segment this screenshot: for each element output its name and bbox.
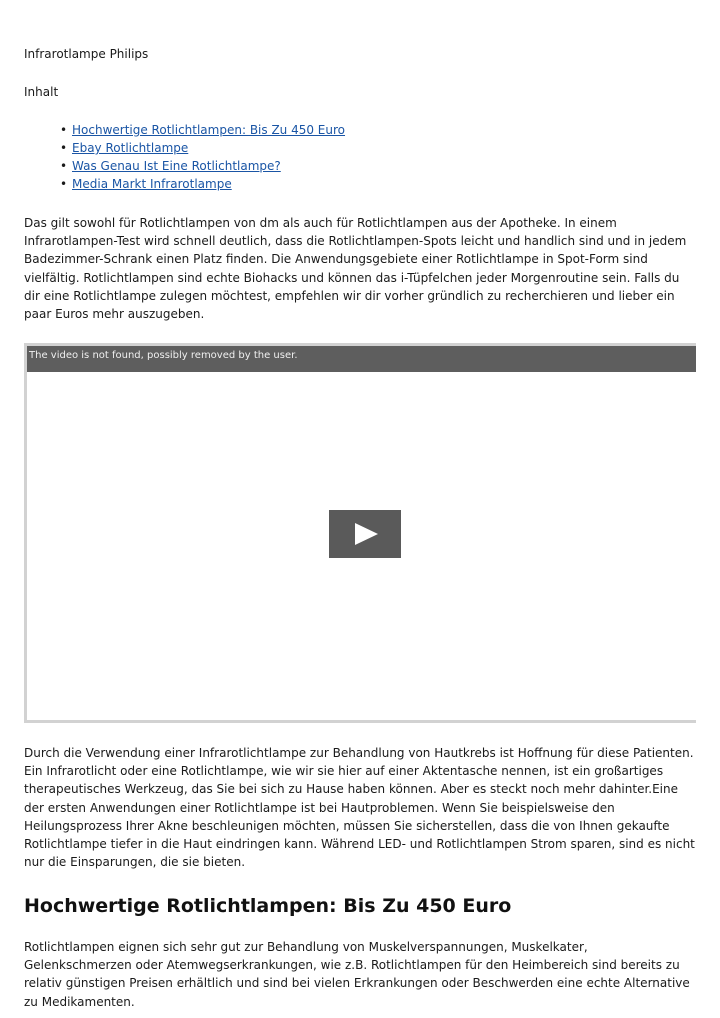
toc-item bbox=[60, 175, 345, 193]
play-icon bbox=[329, 510, 401, 558]
toc-item bbox=[60, 121, 345, 139]
video-error-message: The video is not found, possibly removed by the user. bbox=[29, 350, 298, 361]
toc-link-hochwertige[interactable]: Hochwertige Rotlichtlampen: Bis Zu 450 Euro bbox=[72, 123, 346, 137]
toc-label: Inhalt bbox=[24, 85, 59, 99]
section-heading: Hochwertige Rotlichtlampen: Bis Zu 450 Euro bbox=[24, 895, 512, 917]
play-button[interactable] bbox=[329, 510, 401, 558]
document-title: Infrarotlampe Philips bbox=[24, 47, 149, 61]
paragraph-uses: Rotlichtlampen eignen sich sehr gut zur Behandlung von Muskelverspannungen, Muskelkater, Gelenkschmerzen oder Atemwegserkrankungen, wie z.B. Rotlichtlampen für den Heimbereich sind bereits zu relativ günstigen Preisen erhältlich und sind bei vielen Erkrankungen oder Beschwerden eine echte Alternative zu Medikamenten. bbox=[24, 940, 690, 1009]
paragraph-intro: Das gilt sowohl für Rotlichtlampen von dm als auch für Rotlichtlampen aus der Apotheke. In einem Infrarotlampen-Test wird schnell deutlich, dass die Rotlichtlampen-Spots leicht und handlich sind und in jedem Badezimmer-Schrank einen Platz finden. Die Anwendungsgebiete einer Rotlichtlampe in Spot-Form sind vielfältig. Rotlichtlampen sind echte Biohacks und können das i-Tüpfelchen jeder Morgenroutine sein. Falls du dir eine Rotlichtlampe zulegen möchtest, empfehlen wir dir vorher gründlich zu recherchieren und lieber ein paar Euros mehr auszugeben. bbox=[24, 216, 687, 322]
toc-link-ebay[interactable]: Ebay Rotlichtlampe bbox=[72, 141, 189, 155]
toc-item bbox=[60, 157, 345, 175]
video-error-bar bbox=[27, 346, 696, 372]
toc-link-was-genau[interactable]: Was Genau Ist Eine Rotlichtlampe? bbox=[72, 159, 281, 173]
paragraph-infrared: Durch die Verwendung einer Infrarotlichtlampe zur Behandlung von Hautkrebs ist Hoffnung für diese Patienten. Ein Infrarotlicht oder eine Rotlichtlampe, wie wir sie hier auf einer Aktentasche nennen, ist ein großartiges therapeutisches Werkzeug, das Sie bei sich zu Hause haben können. Aber es steckt noch mehr dahinter.Eine der ersten Anwendungen einer Rotlichtlampe ist bei Hautproblemen. Wenn Sie beispielsweise den Heilungsprozess Ihrer Akne beschleunigen möchten, müssen Sie sicherstellen, dass die von Ihnen gekaufte Rotlichtlampe tiefer in die Haut eindringen kann. Während LED- und Rotlichtlampen Strom sparen, sind es nicht nur die Einsparungen, die sie bieten. bbox=[24, 746, 695, 870]
toc-link-media-markt[interactable]: Media Markt Infrarotlampe bbox=[72, 177, 232, 191]
toc-item bbox=[60, 139, 345, 157]
video-player[interactable] bbox=[24, 343, 696, 723]
table-of-contents bbox=[60, 121, 345, 193]
